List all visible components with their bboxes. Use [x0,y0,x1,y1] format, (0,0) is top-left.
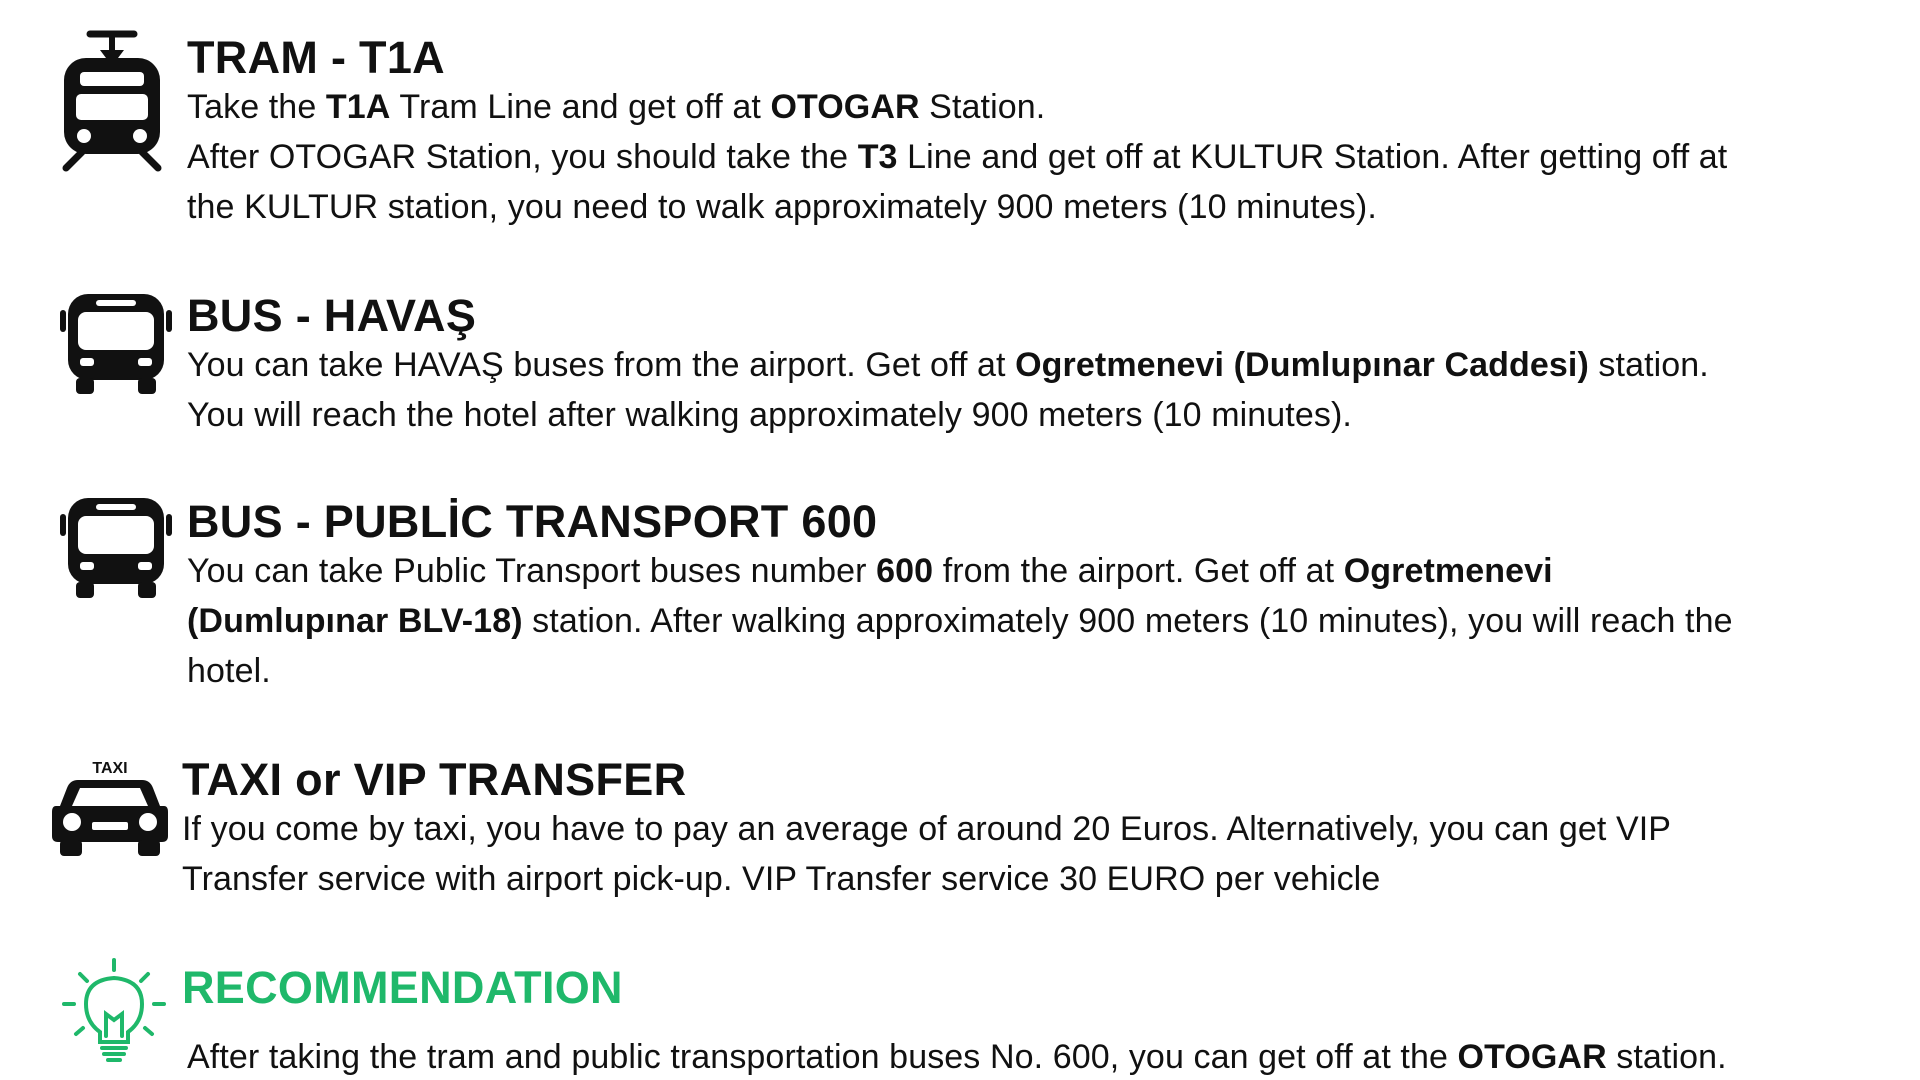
text-run: Take the [187,88,326,126]
text-run: station. [1588,346,1709,384]
taxi-line-1: If you come by taxi, you have to pay an average of around 20 Euros. Alternatively, you can get VIP [182,810,1672,848]
public-line-1 [187,546,1733,596]
havas-line-2: You will reach the hotel after walking approximately 900 meters (10 minutes). [187,396,1352,434]
tram-icon [60,28,164,174]
bold-stop-name: (Dumlupınar BLV-18) [187,602,523,640]
text-run: Line and get off at KULTUR Station. After getting off at [897,138,1728,176]
bold-stop-name: Ogretmenevi [1343,552,1553,590]
lightbulb-icon [62,958,166,1066]
text-run: You can take HAVAŞ buses from the airport. Get off at [187,346,1016,384]
havas-description [187,340,1709,440]
taxi-title: TAXI or VIP TRANSFER [182,754,687,805]
tram-title: TRAM - T1A [187,32,445,83]
text-run: station. [1606,1038,1727,1076]
recommendation-line-1 [187,1032,1727,1080]
recommendation-description [187,1032,1727,1080]
taxi-line-2: Transfer service with airport pick-up. VIP Transfer service 30 EURO per vehicle [182,860,1381,898]
section-bus-public [0,440,1920,700]
text-run: from the airport. Get off at [933,552,1344,590]
text-run: You can take Public Transport buses number [187,552,877,590]
bold-t3: T3 [857,138,898,176]
section-recommendation [0,900,1920,1080]
bus-icon [60,496,172,600]
text-run: After taking the tram and public transportation buses No. 600, you can get off at the [187,1038,1458,1076]
public-transport-title: BUS - PUBLİC TRANSPORT 600 [187,496,878,547]
bus-icon [60,292,172,396]
taxi-icon [52,758,168,856]
public-transport-description [187,546,1733,696]
havas-title: BUS - HAVAŞ [187,290,477,341]
bold-t1a: T1A [325,88,391,126]
public-line-2 [187,596,1733,646]
section-taxi [0,700,1920,900]
tram-description [187,82,1727,232]
text-run: station. After walking approximately 900 meters (10 minutes), you will reach the [522,602,1733,640]
tram-line-1 [187,82,1727,132]
taxi-description [182,804,1671,904]
text-run: Station. [919,88,1046,126]
bold-otogar: OTOGAR [1457,1038,1607,1076]
text-run: After OTOGAR Station, you should take the [187,138,858,176]
section-bus-havas [0,240,1920,440]
bold-stop-name: Ogretmenevi (Dumlupınar Caddesi) [1015,346,1589,384]
bold-600: 600 [876,552,934,590]
recommendation-title: RECOMMENDATION [182,962,623,1013]
tram-line-3: the KULTUR station, you need to walk approximately 900 meters (10 minutes). [187,188,1377,226]
text-run: Tram Line and get off at [390,88,771,126]
bold-otogar: OTOGAR [770,88,920,126]
section-tram [0,0,1920,240]
tram-line-2 [187,132,1727,182]
taxi-sign-label: TAXI [92,760,128,777]
public-line-3: hotel. [187,652,271,690]
havas-line-1 [187,340,1709,390]
